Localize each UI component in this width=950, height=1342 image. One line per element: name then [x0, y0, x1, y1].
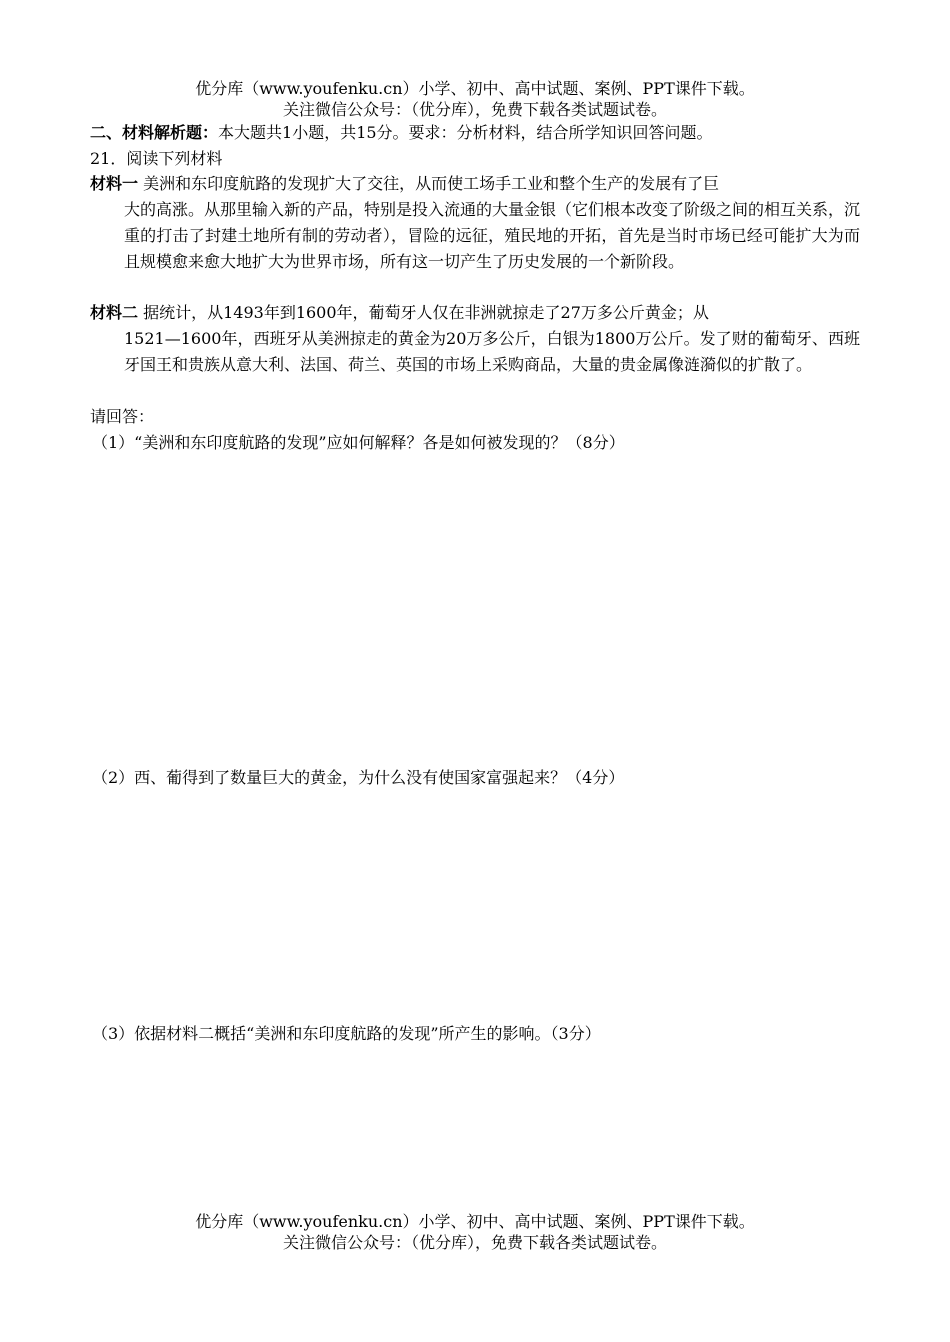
material-two-label: 材料二: [90, 303, 139, 322]
material-two-first-text: 据统计，从1493年到1600年，葡萄牙人仅在非洲就掠走了27万多公斤黄金；从: [138, 303, 709, 322]
question-intro: 21．阅读下列材料: [90, 149, 223, 168]
page-footer-line1: 优分库（www.youfenku.cn）小学、初中、高中试题、案例、PPT课件下载。: [195, 1212, 755, 1231]
page-header-line1: 优分库（www.youfenku.cn）小学、初中、高中试题、案例、PPT课件下载。: [195, 79, 755, 98]
question-2: （2）西、葡得到了数量巨大的黄金，为什么没有使国家富强起来？（4分）: [92, 768, 625, 787]
section-description: 本大题共1小题，共15分。要求：分析材料，结合所学知识回答问题。: [218, 123, 713, 142]
material-one-body: 大的高涨。从那里输入新的产品，特别是投入流通的大量金银（它们根本改变了阶级之间的相互关系，沉重的打击了封建土地所有制的劳动者），冒险的远征，殖民地的开拓，首先是当时市场已经可能扩大为而且规模愈来愈大地扩大为世界市场，所有这一切产生了历史发展的一个新阶段。: [124, 200, 861, 271]
question-1: （1）“美洲和东印度航路的发现”应如何解释？各是如何被发现的？（8分）: [92, 433, 625, 452]
material-two-body: 1521—1600年，西班牙从美洲掠走的黄金为20万多公斤，白银为1800万公斤。发了财的葡萄牙、西班牙国王和贵族从意大利、法国、荷兰、英国的市场上采购商品，大量的贵金属像涟漪似的扩散了。: [124, 329, 860, 374]
section-title: 二、材料解析题：: [90, 123, 219, 142]
question-3: （3）依据材料二概括“美洲和东印度航路的发现”所产生的影响。（3分）: [92, 1024, 601, 1043]
material-one-first-text: 美洲和东印度航路的发现扩大了交往，从而使工场手工业和整个生产的发展有了巨: [138, 174, 720, 193]
section-heading: [90, 120, 713, 145]
page-footer-line2: 关注微信公众号：（优分库），免费下载各类试题试卷。: [282, 1233, 667, 1252]
material-one-first-line: [90, 171, 860, 197]
answer-prompt: 请回答：: [90, 407, 155, 426]
page-header-line2: 关注微信公众号：（优分库），免费下载各类试题试卷。: [282, 100, 667, 119]
material-two: [90, 300, 860, 378]
material-one-label: 材料一: [90, 174, 139, 193]
material-one: [90, 171, 860, 275]
material-two-first-line: [90, 300, 860, 326]
